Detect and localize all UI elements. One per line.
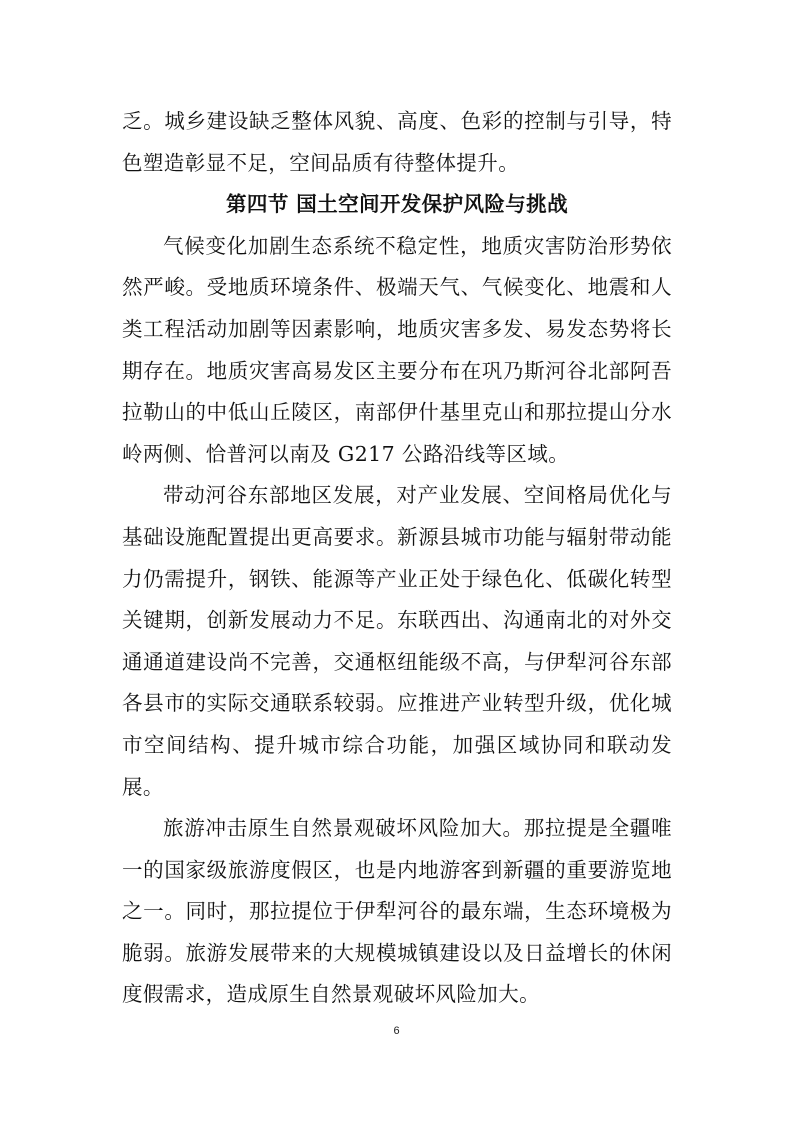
section-heading: 第四节 国土空间开发保护风险与挑战 — [226, 192, 568, 217]
paragraph-geological-hazards: 气候变化加剧生态系统不稳定性，地质灾害防治形势依然严峻。受地质环境条件、极端天气、气候变化、地震和人类工程活动加剧等因素影响，地质灾害多发、易发态势将长期存在。地质灾害高易发区主要分布在巩乃斯河谷北部阿吾拉勒山的中低山丘陵区，南部伊什基里克山和那拉提山分水岭两侧、恰普河以南及 G217 公路沿线等区域。 — [122, 233, 672, 466]
page-number: 6 — [393, 1025, 400, 1037]
document-body — [122, 101, 672, 1016]
paragraph-eastern-development: 带动河谷东部地区发展，对产业发展、空间格局优化与基础设施配置提出更高要求。新源县城市功能与辐射带动能力仍需提升，钢铁、能源等产业正处于绿色化、低碳化转型关键期，创新发展动力不足。东联西出、沟通南北的对外交通通道建设尚不完善，交通枢纽能级不高，与伊犁河谷东部各县市的实际交通联系较弱。应推进产业转型升级，优化城市空间结构、提升城市综合功能，加强区域协同和联动发展。 — [122, 483, 672, 799]
continuation-paragraph: 乏。城乡建设缺乏整体风貌、高度、色彩的控制与引导，特色塑造彰显不足，空间品质有待整体提升。 — [122, 109, 672, 175]
paragraph-tourism-risk: 旅游冲击原生自然景观破坏风险加大。那拉提是全疆唯一的国家级旅游度假区，也是内地游客到新疆的重要游览地之一。同时，那拉提位于伊犁河谷的最东端，生态环境极为脆弱。旅游发展带来的大规模城镇建设以及日益增长的休闲度假需求，造成原生自然景观破坏风险加大。 — [122, 816, 672, 1007]
